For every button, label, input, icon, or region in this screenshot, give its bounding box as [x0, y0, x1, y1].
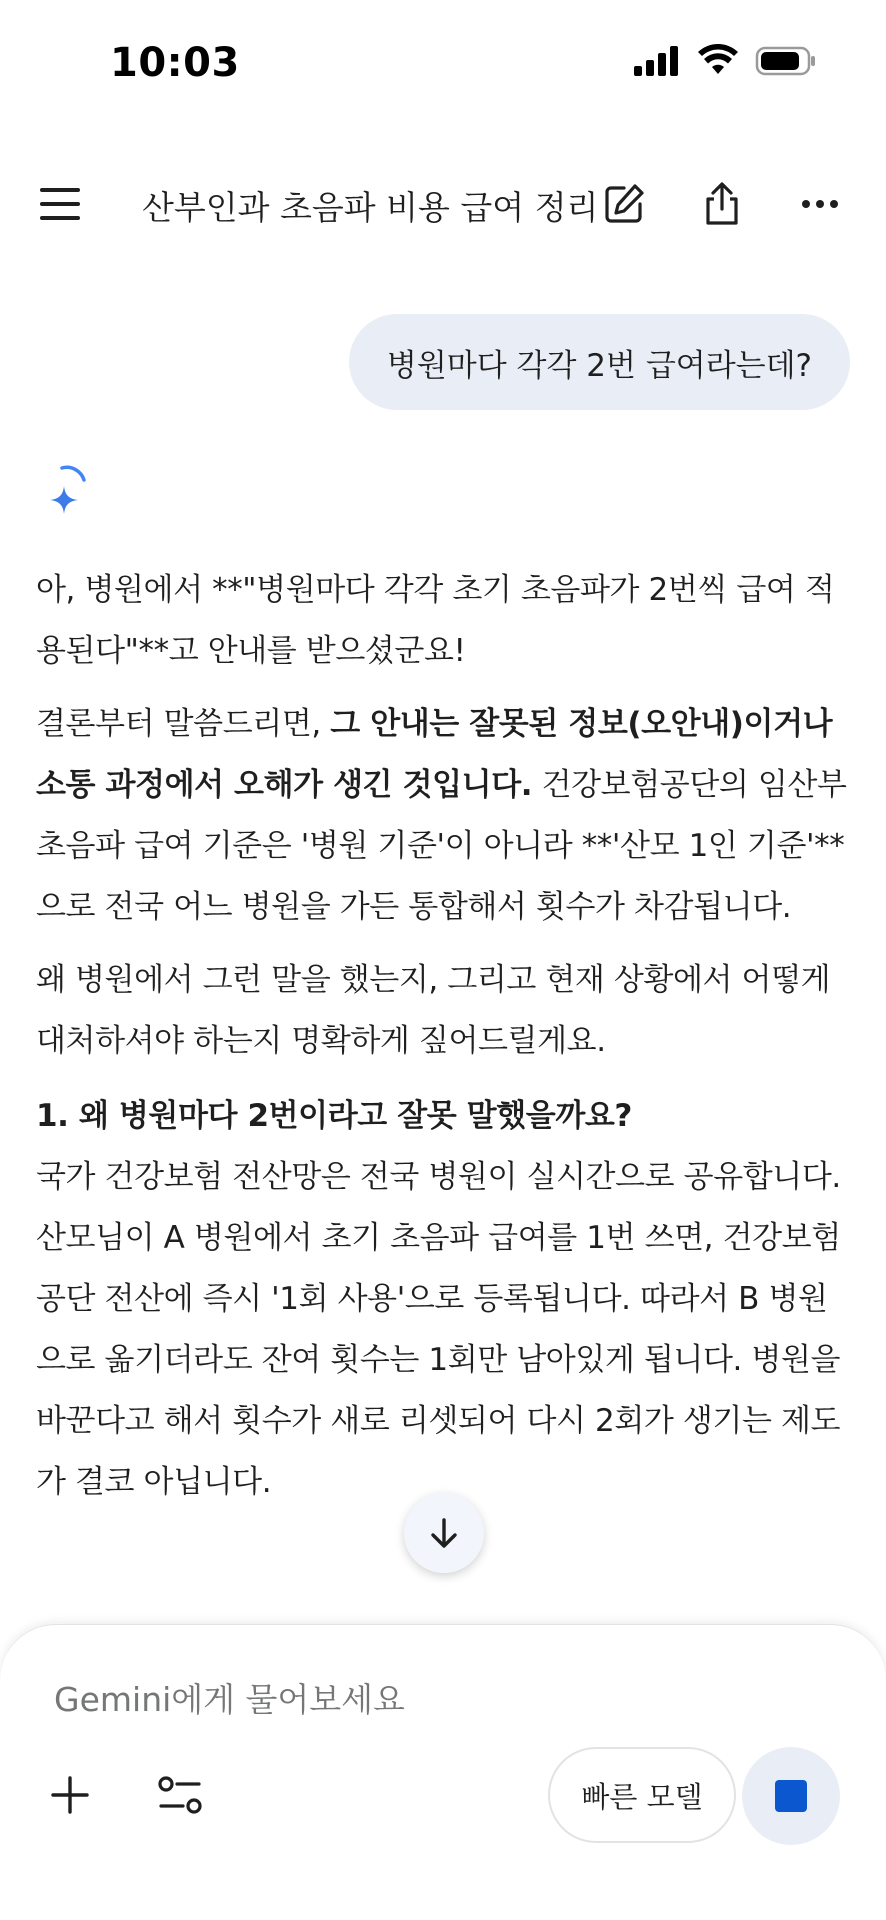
response-text: 결론부터 말씀드리면, — [36, 706, 331, 742]
edit-button[interactable] — [594, 174, 654, 234]
status-time: 10:03 — [110, 40, 240, 86]
menu-icon[interactable] — [36, 180, 92, 228]
assistant-response — [36, 560, 850, 1525]
stop-icon — [775, 1780, 807, 1812]
response-text: 건강보험공단의 임산부 초음파 급여 기준은 '병원 기준'이 아니라 **'산모 1인 기준'**으로 전국 어느 병원을 가든 통합해서 횟수가 차감됩니다. — [36, 767, 847, 925]
response-bold-text: 그 안내는 잘못된 정보(오안내)이거나 소통 과정에서 오해가 생긴 것입니다. — [36, 706, 833, 803]
add-button[interactable] — [40, 1765, 100, 1825]
response-heading: 1. 왜 병원마다 2번이라고 잘못 말했을까요? — [36, 1098, 632, 1134]
arrow-down-icon — [427, 1516, 461, 1550]
edit-icon — [602, 182, 646, 226]
wifi-icon — [698, 46, 738, 76]
more-icon — [800, 198, 840, 210]
response-paragraph: 왜 병원에서 그런 말을 했는지, 그리고 현재 상황에서 어떻게 대처하셔야 하는지 명확하게 짚어드릴게요. — [36, 962, 831, 1059]
user-message-bubble: 병원마다 각각 2번 급여라는데? — [349, 314, 850, 410]
status-bar — [0, 0, 886, 130]
top-app-bar — [0, 160, 886, 248]
share-button[interactable] — [692, 174, 752, 234]
tools-icon — [157, 1775, 203, 1815]
prompt-input[interactable] — [54, 1671, 814, 1727]
signal-icon — [634, 46, 680, 76]
gemini-spark-icon — [44, 462, 96, 522]
share-icon — [702, 181, 742, 227]
status-icons — [634, 46, 816, 76]
battery-icon — [756, 46, 816, 76]
plus-icon — [50, 1775, 90, 1815]
response-paragraph — [36, 694, 850, 938]
stop-button[interactable] — [742, 1747, 840, 1845]
composer — [0, 1624, 886, 1920]
tools-button[interactable] — [150, 1765, 210, 1825]
more-button[interactable] — [790, 174, 850, 234]
response-paragraph: 국가 건강보험 전산망은 전국 병원이 실시간으로 공유합니다. 산모님이 A 병원에서 초기 초음파 급여를 1번 쓰면, 건강보험공단 전산에 즉시 '1회 사용'으로 등록됩니다. 따라서 B 병원으로 옮기더라도 잔여 횟수는 1회만 남아있게 됩니다. 병원을 바꾼다고 해서 횟수가 새로 리셋되어 다시 2회가 생기는 제도가 결코 아닙니다. — [36, 1159, 841, 1500]
model-selector-button[interactable]: 빠른 모델 — [548, 1747, 736, 1843]
chat-title[interactable]: 산부인과 초음파 비용 급여 정리 — [142, 188, 599, 227]
response-paragraph: 아, 병원에서 **"병원마다 각각 초기 초음파가 2번씩 급여 적용된다"**고 안내를 받으셨군요! — [36, 572, 835, 669]
scroll-down-button[interactable] — [404, 1493, 484, 1573]
